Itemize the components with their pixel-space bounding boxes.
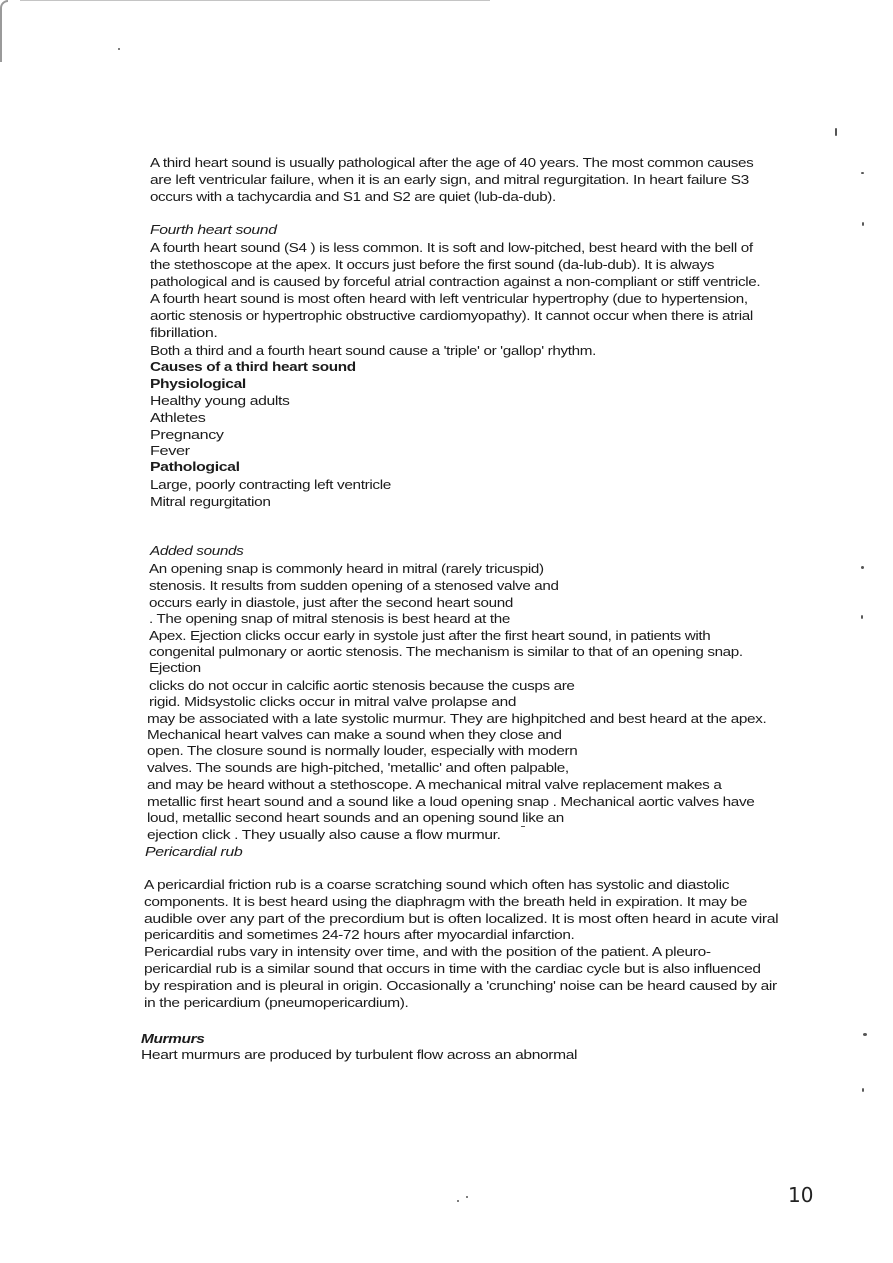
paragraph-line: pericardial rub is a similar sound that occurs in time with the cardiac cycle but is also influenced	[144, 961, 761, 976]
list-item: Large, poorly contracting left ventricle	[150, 477, 391, 492]
scan-speck	[118, 48, 120, 50]
paragraph-line: in the pericardium (pneumopericardium).	[144, 995, 409, 1010]
section-heading-pericardial-rub: Pericardial rub	[145, 844, 243, 859]
list-item: Pregnancy	[150, 427, 224, 442]
list-item: Fever	[150, 443, 190, 458]
paragraph-line: occurs early in diastole, just after the second heart sound	[149, 595, 513, 610]
paragraph-line: pathological and is caused by forceful atrial contraction against a non-compliant or stiff ventricle.	[150, 274, 761, 289]
paragraph-line: rigid. Midsystolic clicks occur in mitral valve prolapse and	[149, 694, 517, 709]
paragraph-line: valves. The sounds are high-pitched, 'metallic' and often palpable,	[147, 760, 569, 775]
paragraph-line: Heart murmurs are produced by turbulent flow across an abnormal	[141, 1047, 578, 1062]
scan-speck	[466, 1196, 468, 1198]
paragraph-line: A third heart sound is usually pathological after the age of 40 years. The most common causes	[150, 155, 754, 170]
paragraph-line: A pericardial friction rub is a coarse scratching sound which often has systolic and diastolic	[144, 877, 730, 892]
causes-title: Causes of a third heart sound	[150, 359, 356, 374]
paragraph-line: stenosis. It results from sudden opening of a stenosed valve and	[149, 578, 559, 593]
page-number: 10	[788, 1183, 814, 1207]
paragraph-line: by respiration and is pleural in origin. Occasionally a 'crunching' noise can be heard caused by air	[144, 978, 777, 993]
scan-speck	[861, 566, 864, 569]
scan-speck	[861, 615, 863, 619]
paragraph-line: Ejection	[149, 660, 201, 675]
paragraph-line: are left ventricular failure, when it is an early sign, and mitral regurgitation. In heart failure S3	[150, 172, 749, 187]
paragraph-line: audible over any part of the precordium but is often localized. It is most often heard in acute viral	[144, 911, 779, 926]
paragraph-line: congenital pulmonary or aortic stenosis. The mechanism is similar to that of an opening snap.	[149, 644, 743, 659]
paragraph-line: clicks do not occur in calcific aortic stenosis because the cusps are	[149, 678, 575, 693]
paragraph-line: aortic stenosis or hypertrophic obstructive cardiomyopathy). It cannot occur when there is atrial	[150, 308, 753, 323]
scan-speck	[861, 172, 864, 174]
physiological-title: Physiological	[150, 376, 246, 391]
scan-speck	[863, 1033, 867, 1036]
paragraph-line: loud, metallic second heart sounds and an opening sound like an	[147, 810, 564, 825]
paragraph-line: and may be heard without a stethoscope. A mechanical mitral valve replacement makes a	[147, 777, 722, 792]
paragraph-line: may be associated with a late systolic murmur. They are highpitched and best heard at the apex.	[147, 711, 767, 726]
pathological-title: Pathological	[150, 459, 240, 474]
page-edge-mark	[0, 0, 8, 62]
paragraph-line: An opening snap is commonly heard in mitral (rarely tricuspid)	[149, 561, 544, 576]
paragraph-line: fibrillation.	[150, 325, 218, 340]
scan-speck	[521, 826, 525, 827]
paragraph-line: open. The closure sound is normally louder, especially with modern	[147, 743, 578, 758]
paragraph-line: A fourth heart sound is most often heard with left ventricular hypertrophy (due to hypertension,	[150, 291, 748, 306]
top-edge-line	[20, 0, 490, 1]
paragraph-line: Both a third and a fourth heart sound cause a 'triple' or 'gallop' rhythm.	[150, 343, 596, 358]
paragraph-line: metallic first heart sound and a sound like a loud opening snap . Mechanical aortic valves have	[147, 794, 755, 809]
scan-speck	[862, 1088, 864, 1092]
paragraph-line: components. It is best heard using the diaphragm with the breath held in expiration. It may be	[144, 894, 748, 909]
paragraph-line: Mechanical heart valves can make a sound when they close and	[147, 727, 562, 742]
scan-speck	[835, 128, 837, 136]
paragraph-line: the stethoscope at the apex. It occurs just before the first sound (da-lub-dub). It is always	[150, 257, 715, 272]
paragraph-line: Pericardial rubs vary in intensity over time, and with the position of the patient. A pleuro-	[144, 944, 711, 959]
paragraph-line: occurs with a tachycardia and S1 and S2 are quiet (lub-da-dub).	[150, 189, 556, 204]
list-item: Mitral regurgitation	[150, 494, 271, 509]
list-item: Athletes	[150, 410, 206, 425]
paragraph-line: . The opening snap of mitral stenosis is best heard at the	[149, 611, 510, 626]
paragraph-line: ejection click . They usually also cause a flow murmur.	[147, 827, 501, 842]
scan-speck	[457, 1200, 459, 1202]
paragraph-line: A fourth heart sound (S4 ) is less common. It is soft and low-pitched, best heard with the bell of	[150, 240, 753, 255]
section-heading-fourth-heart-sound: Fourth heart sound	[150, 222, 277, 237]
paragraph-line: Apex. Ejection clicks occur early in systole just after the first heart sound, in patients with	[149, 628, 711, 643]
list-item: Healthy young adults	[150, 393, 290, 408]
section-heading-added-sounds: Added sounds	[150, 543, 244, 558]
scan-speck	[862, 222, 864, 226]
section-heading-murmurs: Murmurs	[141, 1031, 205, 1046]
paragraph-line: pericarditis and sometimes 24-72 hours after myocardial infarction.	[144, 927, 575, 942]
